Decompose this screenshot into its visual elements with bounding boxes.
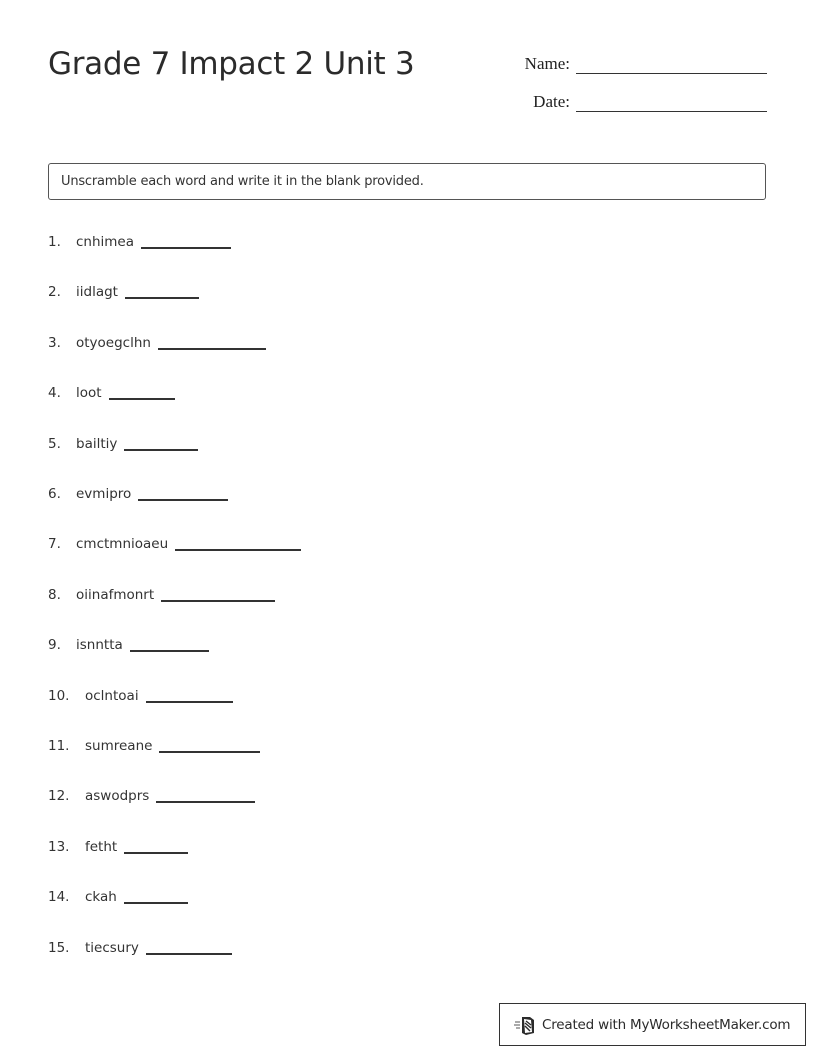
- question-item: [48, 835, 188, 855]
- scrambled-word: bailtiy: [76, 435, 118, 452]
- question-number: 1.: [48, 234, 61, 250]
- date-field: [500, 92, 767, 112]
- question-item: [48, 784, 255, 804]
- question-item: [48, 936, 232, 956]
- question-number: 14.: [48, 889, 70, 906]
- answer-blank[interactable]: [146, 953, 232, 955]
- question-number: 15.: [48, 939, 70, 956]
- footer-credit-text: Created with MyWorksheetMaker.com: [542, 1016, 791, 1033]
- footer-credit-badge: [499, 1003, 806, 1046]
- answer-blank[interactable]: [175, 549, 301, 551]
- question-number: 5.: [48, 435, 61, 452]
- date-label: Date:: [533, 92, 570, 111]
- question-number: 2.: [48, 284, 61, 301]
- scrambled-word: otyoegclhn: [76, 334, 151, 351]
- answer-blank[interactable]: [109, 398, 175, 400]
- question-item: [48, 381, 175, 401]
- name-field: [500, 54, 767, 74]
- question-number: 3.: [48, 334, 61, 351]
- scrambled-word: aswodprs: [85, 788, 150, 805]
- name-blank-line[interactable]: [576, 73, 767, 74]
- question-item: [48, 331, 266, 351]
- answer-blank[interactable]: [141, 247, 231, 249]
- answer-blank[interactable]: [146, 701, 233, 703]
- question-number: 13.: [48, 838, 70, 855]
- answer-blank[interactable]: [158, 348, 266, 350]
- question-item: [48, 230, 231, 250]
- question-item: [48, 432, 198, 452]
- question-number: 9.: [48, 637, 61, 654]
- question-item: [48, 885, 188, 905]
- worksheet-maker-logo-icon: [514, 1014, 536, 1036]
- question-number: 4.: [48, 385, 61, 402]
- question-item: [48, 734, 260, 754]
- scrambled-word: cmctmnioaeu: [76, 536, 169, 553]
- question-number: 12.: [48, 788, 70, 805]
- question-item: [48, 532, 301, 552]
- question-number: 7.: [48, 536, 61, 553]
- scrambled-word: loot: [76, 385, 102, 402]
- answer-blank[interactable]: [156, 801, 255, 803]
- scrambled-word: sumreane: [85, 738, 153, 754]
- scrambled-word: evmipro: [76, 486, 132, 502]
- answer-blank[interactable]: [130, 650, 209, 652]
- date-blank-line[interactable]: [576, 111, 767, 112]
- answer-blank[interactable]: [138, 499, 228, 501]
- scrambled-word: oiinafmonrt: [76, 586, 155, 603]
- answer-blank[interactable]: [124, 852, 188, 854]
- question-item: [48, 482, 228, 502]
- answer-blank[interactable]: [124, 902, 188, 904]
- scrambled-word: cnhimea: [76, 234, 135, 250]
- question-number: 6.: [48, 486, 61, 502]
- question-item: [48, 633, 209, 653]
- question-item: [48, 280, 199, 300]
- scrambled-word: tiecsury: [85, 939, 139, 956]
- instructions-box: Unscramble each word and write it in the blank provided.: [48, 163, 766, 200]
- answer-blank[interactable]: [161, 600, 275, 602]
- answer-blank[interactable]: [124, 449, 198, 451]
- scrambled-word: iidlagt: [76, 284, 118, 301]
- worksheet-title: Grade 7 Impact 2 Unit 3: [48, 46, 415, 82]
- question-number: 10.: [48, 687, 70, 704]
- name-label: Name:: [524, 54, 570, 73]
- answer-blank[interactable]: [125, 297, 199, 299]
- question-item: [48, 583, 275, 603]
- scrambled-word: fetht: [85, 838, 118, 855]
- scrambled-word: isnntta: [76, 637, 123, 654]
- answer-blank[interactable]: [159, 751, 260, 753]
- question-item: [48, 684, 233, 704]
- question-number: 11.: [48, 738, 70, 754]
- question-number: 8.: [48, 586, 61, 603]
- scrambled-word: ckah: [85, 889, 117, 906]
- scrambled-word: oclntoai: [85, 687, 139, 704]
